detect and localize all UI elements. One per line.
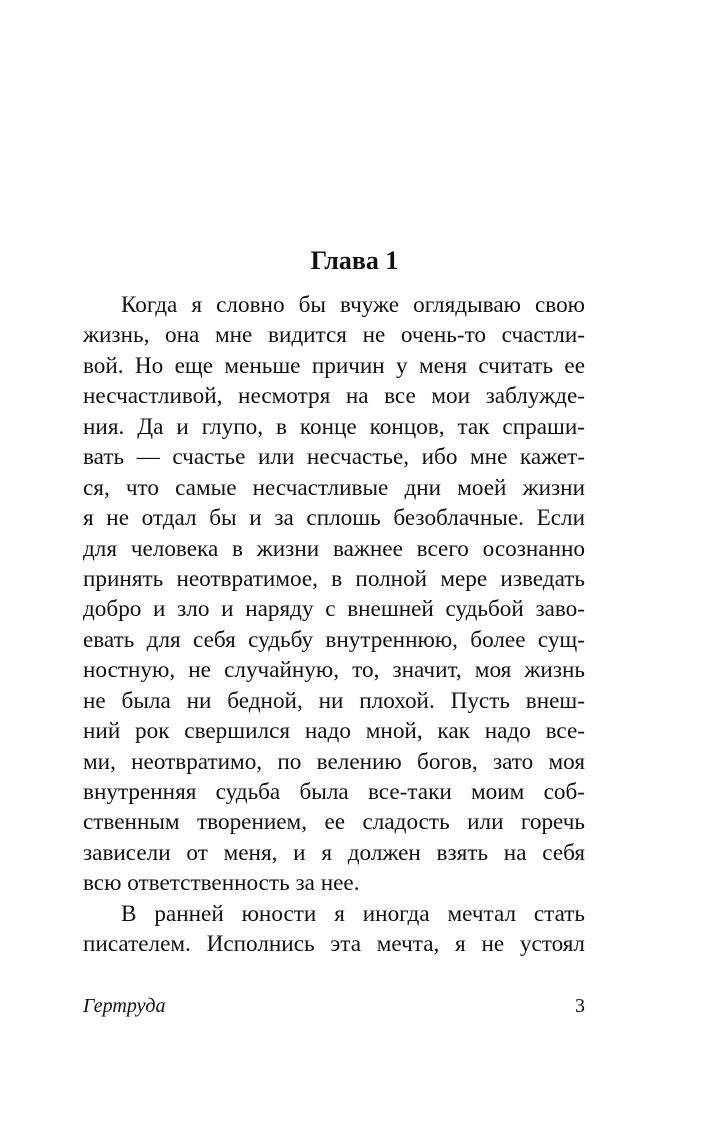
text-line: Когда я словно бы вчуже оглядываю свою	[121, 292, 585, 318]
paragraph	[83, 290, 585, 899]
text-line: добро и зло и наряду с внешней судьбой заво-	[83, 596, 585, 623]
text-line: жизнь, она мне видится не очень-то счастли-	[83, 322, 585, 349]
text-line: ностную, не случайную, то, значит, моя жизнь	[83, 657, 585, 684]
text-line: писателем. Исполнись эта мечта, я не устоял	[83, 931, 585, 958]
text-line: ственным творением, ее сладость или горечь	[83, 809, 585, 836]
text-line: зависели от меня, и я должен взять на себя	[83, 839, 585, 866]
text-line: евать для себя судьбу внутреннюю, более сущ-	[83, 626, 585, 653]
text-line: не была ни бедной, ни плохой. Пусть внеш-	[83, 687, 585, 714]
text-line: ся, что самые несчастливые дни моей жизни	[83, 474, 585, 501]
paragraph	[83, 899, 585, 960]
text-line: вать — счастье или несчастье, ибо мне кажет-	[83, 444, 585, 471]
body-text	[83, 290, 585, 960]
text-line: внутренняя судьба была все-таки моим соб-	[83, 779, 585, 805]
page-number: 3	[575, 995, 585, 1017]
text-line: В ранней юности я иногда мечтал стать	[121, 900, 585, 927]
text-line: несчастливой, несмотря на все мои заблужде-	[83, 383, 585, 410]
text-line: я не отдал бы и за сплошь безоблачные. Если	[83, 505, 585, 532]
text-line: ми, неотвратимо, по велению богов, зато моя	[83, 748, 585, 775]
text-line: ния. Да и глупо, в конце концов, так спраши-	[83, 413, 585, 440]
text-line: всю ответственность за нее.	[83, 870, 360, 897]
text-line: для человека в жизни важнее всего осознанно	[83, 535, 585, 562]
text-line: ний рок свершился надо мной, как надо все-	[83, 718, 585, 745]
running-title: Гертруда	[83, 995, 166, 1017]
text-line: вой. Но еще меньше причин у меня считать ее	[83, 352, 585, 379]
text-line: принять неотвратимое, в полной мере изведать	[83, 565, 585, 592]
chapter-title: Глава 1	[310, 246, 399, 275]
